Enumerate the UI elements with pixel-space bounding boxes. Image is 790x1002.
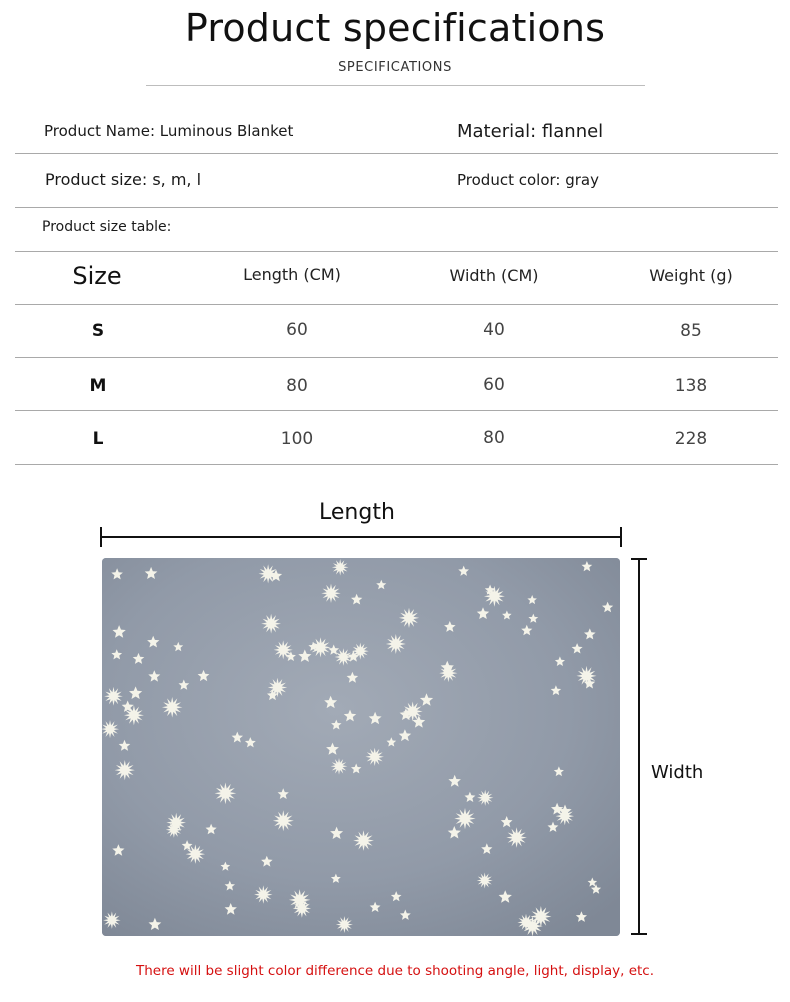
cell-size: M — [89, 376, 107, 396]
header-size: Size — [72, 262, 122, 290]
cell-size: S — [91, 321, 105, 341]
page-title: Product specifications — [184, 6, 606, 50]
header-width: Width (CM) — [449, 266, 539, 285]
divider — [15, 207, 778, 208]
header-weight: Weight (g) — [649, 266, 733, 285]
width-label: Width — [651, 762, 704, 783]
blanket-image — [102, 558, 620, 936]
cell-weight: 85 — [680, 321, 702, 341]
cell-weight: 138 — [674, 376, 708, 396]
divider — [15, 410, 778, 411]
divider — [15, 153, 778, 154]
cell-width: 80 — [483, 428, 505, 448]
cell-width: 60 — [483, 375, 505, 395]
product-material: Material: flannel — [457, 121, 604, 142]
divider — [15, 251, 778, 252]
cell-length: 60 — [286, 320, 308, 340]
cell-weight: 228 — [674, 429, 708, 449]
cell-width: 40 — [483, 320, 505, 340]
cell-length: 100 — [280, 429, 314, 449]
divider — [15, 464, 778, 465]
product-name: Product Name: Luminous Blanket — [44, 122, 294, 140]
cell-length: 80 — [286, 376, 308, 396]
size-table-label: Product size table: — [42, 219, 172, 235]
length-label: Length — [319, 500, 395, 525]
divider — [15, 357, 778, 358]
color-disclaimer: There will be slight color difference due to shooting angle, light, display, etc. — [135, 963, 655, 979]
subtitle-divider — [146, 85, 645, 86]
header-length: Length (CM) — [243, 265, 341, 284]
product-size: Product size: s, m, l — [45, 170, 202, 189]
divider — [15, 304, 778, 305]
product-color: Product color: gray — [457, 171, 599, 189]
cell-size: L — [92, 429, 104, 449]
page-subtitle: SPECIFICATIONS — [338, 60, 452, 75]
